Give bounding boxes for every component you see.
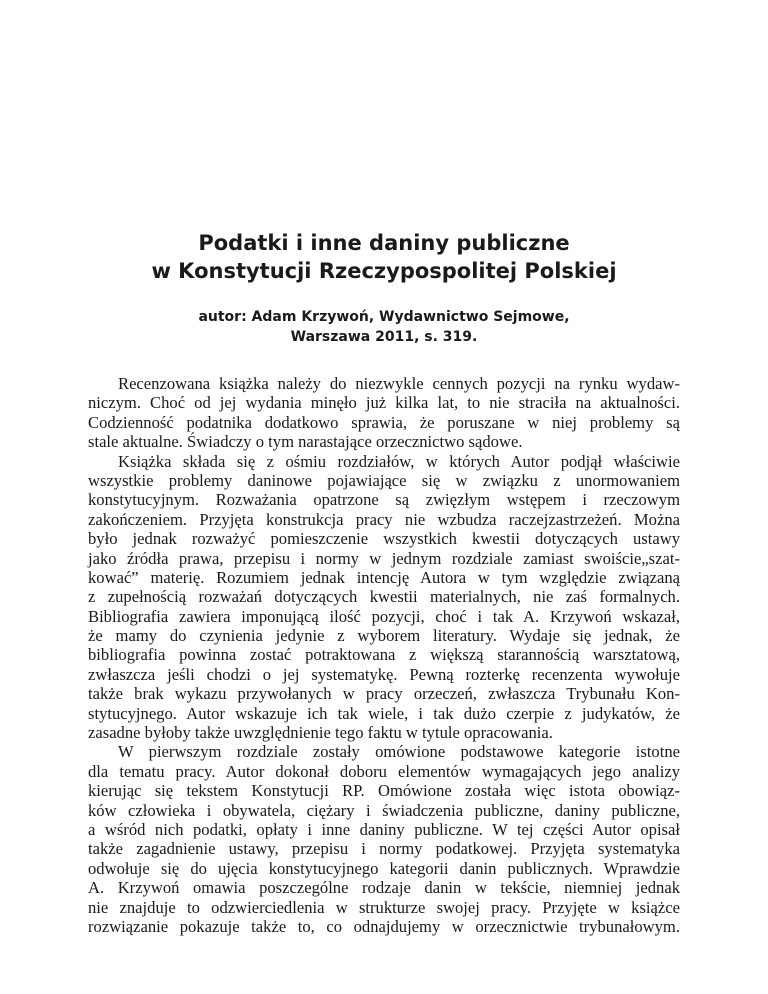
body-line: niczym. Choć od jej wydania minęło już kilka lat, to nie straciła na aktualności.	[88, 393, 680, 413]
body-line: zakończeniem. Przyjęta konstrukcja pracy nie wzbudza raczejzastrzeżeń. Można	[88, 509, 680, 529]
body-line: W pierwszym rozdziale zostały omówione podstawowe kategorie istotne	[118, 742, 680, 762]
body-line: konstytucyjnym. Rozważania opatrzone są zwięzłym wstępem i rzeczowym	[88, 490, 680, 510]
review-body	[88, 374, 680, 936]
body-line: rozwiązanie pokazuje także to, co odnajdujemy w orzecznictwie trybunałowym.	[88, 916, 680, 936]
body-line: Codzienność podatnika dodatkowo sprawia, że poruszane w niej problemy są	[88, 412, 680, 432]
body-line: a wśród nich podatki, opłaty i inne daniny publiczne. W tej części Autor opisał	[88, 819, 680, 839]
body-line: zasadne byłoby także uwzględnienie tego faktu w tytule opracowania.	[88, 723, 553, 743]
body-line: odwołuje się do ujęcia konstytucyjnego kategorii danin publicznych. Wprawdzie	[88, 858, 680, 878]
title-line-1: Podatki i inne daniny publiczne	[198, 231, 570, 255]
citation-line-1: autor: Adam Krzywoń, Wydawnictwo Sejmowe,	[198, 309, 570, 325]
body-line: nie znajduje to odzwierciedlenia w strukturze swojej pracy. Przyjęte w książce	[88, 897, 680, 917]
body-line: wszystkie problemy daninowe pojawiające się w związku z unormowaniem	[88, 470, 680, 490]
body-line: ków człowieka i obywatela, ciężary i świadczenia publiczne, daniny publiczne,	[88, 800, 680, 820]
title-line-2: w Konstytucji Rzeczypospolitej Polskiej	[151, 259, 617, 283]
body-line: dla tematu pracy. Autor dokonał doboru elementów wymagających jego analizy	[88, 761, 680, 781]
body-line: bibliografia powinna zostać potraktowana z większą starannością warsztatową,	[88, 645, 680, 665]
citation-line-2: Warszawa 2011, s. 319.	[290, 329, 478, 345]
body-line: jako źródła prawa, przepisu i normy w jednym rozdziale zamiast swoiście„szat-	[88, 548, 680, 568]
body-line: kować” materię. Rozumiem jednak intencję Autora w tym względzie związaną	[88, 567, 680, 587]
body-line: Bibliografia zawiera imponującą ilość pozycji, choć i tak A. Krzywoń wskazał,	[88, 606, 680, 626]
body-line: kierując się tekstem Konstytucji RP. Omówione została więc istota obowiąz-	[88, 781, 680, 801]
body-line: zwłaszcza jeśli chodzi o jej systematykę. Pewną rozterkę recenzenta wywołuje	[88, 664, 680, 684]
body-line: Książka składa się z ośmiu rozdziałów, w których Autor podjął właściwie	[118, 451, 680, 471]
body-line: że mamy do czynienia jedynie z wyborem literatury. Wydaje się jednak, że	[88, 626, 680, 646]
body-line: A. Krzywoń omawia poszczególne rodzaje danin w tekście, niemniej jednak	[88, 878, 680, 898]
body-line: także brak wykazu przywołanych w pracy orzeczeń, zwłaszcza Trybunału Kon-	[88, 684, 680, 704]
book-citation	[0, 307, 768, 347]
body-line: było jednak rozważyć pomieszczenie wszystkich kwestii dotyczących ustawy	[88, 529, 680, 549]
body-line: Recenzowana książka należy do niezwykle cennych pozycji na rynku wydaw-	[118, 374, 680, 393]
body-line: stale aktualne. Świadczy o tym narastające orzecznictwo sądowe.	[88, 432, 523, 452]
body-line: stytucyjnego. Autor wskazuje ich tak wiele, i tak dużo czerpie z judykatów, że	[88, 703, 680, 723]
body-line: z zupełnością rozważań dotyczących kwestii materialnych, nie zaś formalnych.	[88, 587, 680, 607]
article-title	[0, 229, 768, 285]
body-line: także zagadnienie ustawy, przepisu i normy podatkowej. Przyjęta systematyka	[88, 839, 680, 859]
